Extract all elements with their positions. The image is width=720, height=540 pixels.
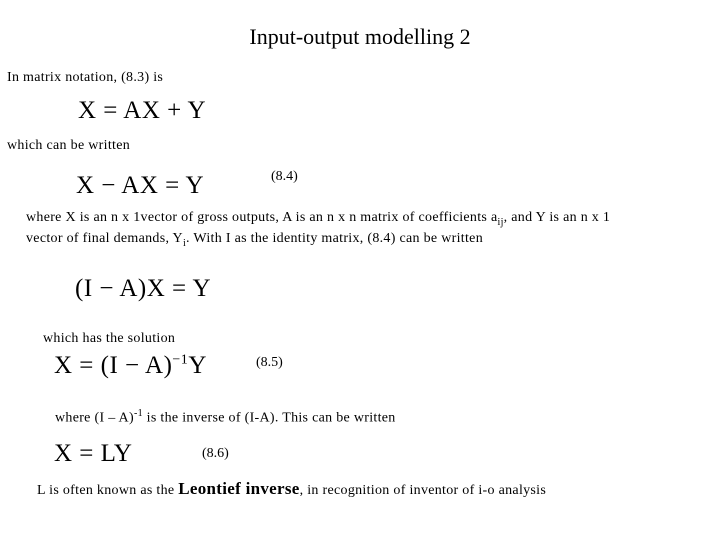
- definition-line-1-part-b: , and Y is an n x 1: [503, 210, 611, 225]
- definition-line-2: [26, 231, 483, 249]
- intro-text: In matrix notation, (8.3) is: [7, 70, 164, 85]
- subscript-i: i: [182, 237, 187, 249]
- leontief-text-part-b: , in recognition of inventor of i-o analysis: [299, 483, 547, 498]
- inverse-text: [55, 408, 396, 427]
- equation-8-4: X − AX = Y: [76, 172, 205, 199]
- written-text: which can be written: [7, 138, 131, 153]
- leontief-text: [37, 479, 546, 499]
- superscript-inverse: -1: [133, 408, 143, 419]
- subscript-ij: ij: [497, 216, 504, 228]
- definition-line-1-part-a: where X is an n x 1vector of gross outputs, A is an n x n matrix of coefficients a: [26, 210, 498, 225]
- equation-ref-8-5: (8.5): [256, 355, 283, 370]
- equation-8-3: X = AX + Y: [78, 97, 207, 124]
- solution-text: which has the solution: [43, 331, 176, 346]
- definition-line-2-part-a: vector of final demands, Y: [26, 231, 183, 246]
- leontief-inverse-term: Leontief inverse: [178, 479, 300, 498]
- inverse-text-part-b: is the inverse of (I-A). This can be written: [142, 410, 396, 426]
- equation-8-5: [54, 352, 207, 380]
- slide-title: Input-output modelling 2: [249, 24, 471, 49]
- equation-8-6: X = LY: [54, 440, 133, 467]
- equation-8-5-part-b: Y: [188, 352, 207, 379]
- equation-ref-8-6: (8.6): [202, 446, 229, 461]
- leontief-text-part-a: L is often known as the: [37, 483, 179, 498]
- equation-identity: (I − A)X = Y: [75, 275, 212, 302]
- superscript-minus-one: −1: [172, 352, 189, 368]
- equation-8-5-part-a: X = (I − A): [54, 352, 173, 379]
- inverse-text-part-a: where (I – A): [55, 410, 134, 426]
- equation-ref-8-4: (8.4): [271, 169, 298, 184]
- definition-line-2-part-b: . With I as the identity matrix, (8.4) can be written: [186, 231, 483, 246]
- definition-line-1: [26, 210, 610, 228]
